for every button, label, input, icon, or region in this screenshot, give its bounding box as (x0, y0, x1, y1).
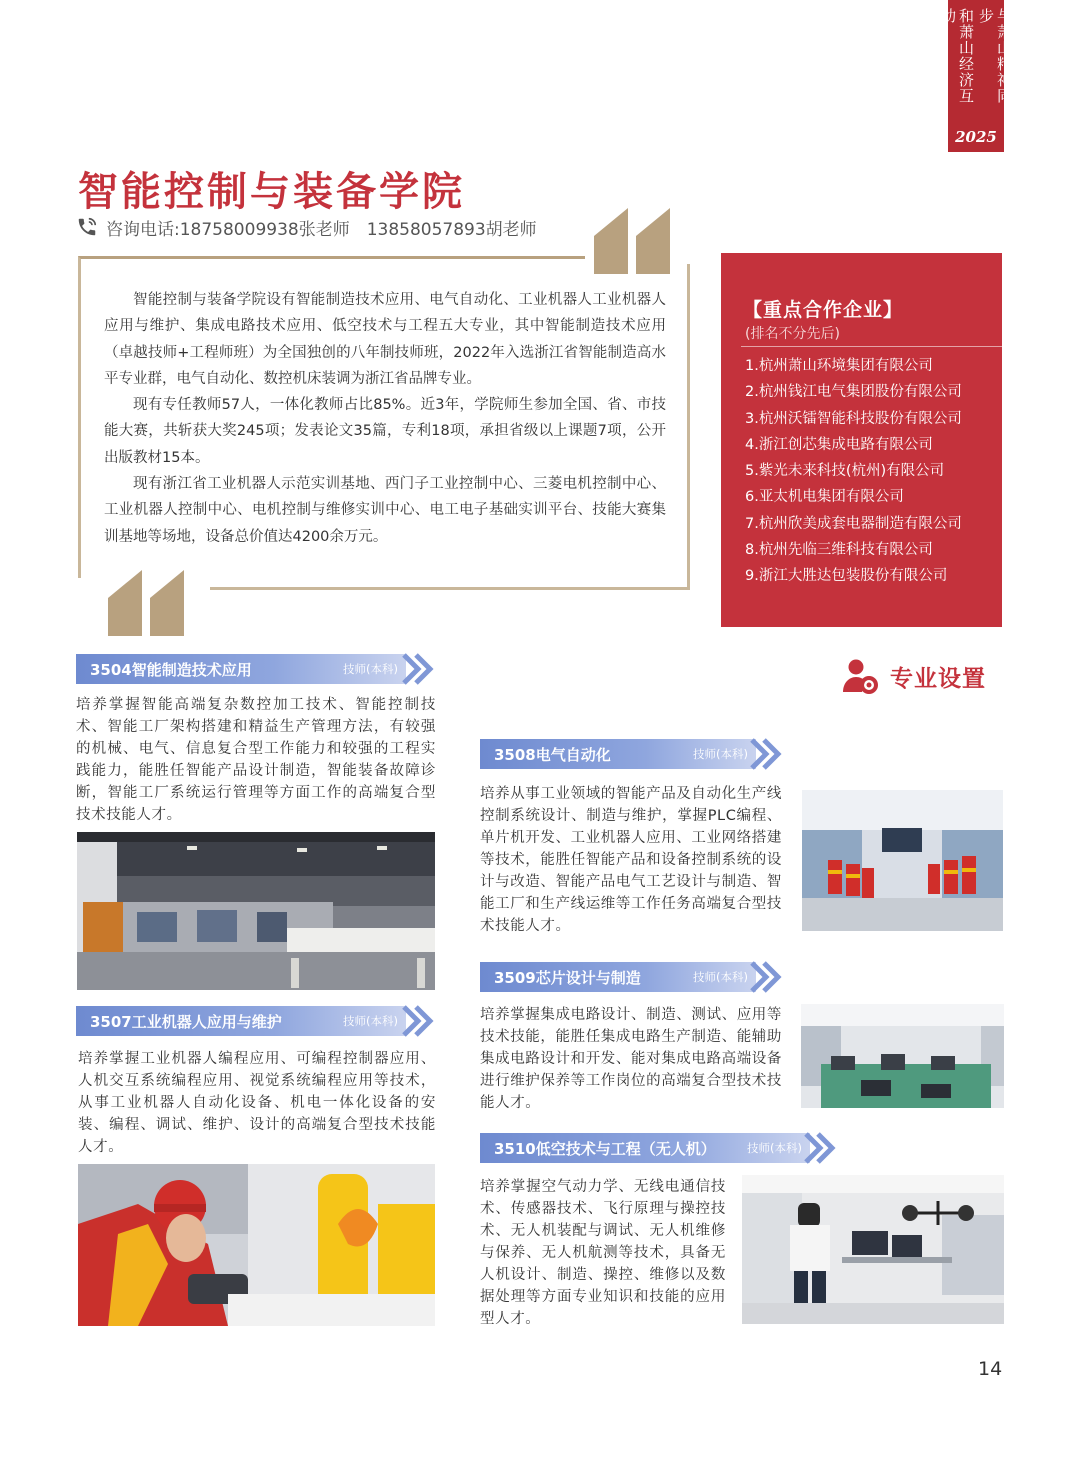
major-bar-3507 (76, 1006, 406, 1036)
major-tag: 技师(本科) (343, 1014, 398, 1028)
workshop-photo (77, 832, 435, 990)
list-item: 1.杭州萧山环境集团有限公司 (745, 358, 933, 374)
chevron-right-icon (748, 737, 784, 771)
intro-paragraph: 智能控制与装备学院设有智能制造技术应用、电气自动化、工业机器人工业机器人应用与维护、集成电路技术应用、低空技术与工程五大专业，其中智能制造技术应用（卓越技师+工程师班）为全国独创的八年制技师班，2022年入选浙江省智能制造高水平专业群，电气自动化、数控机床装调为浙江省品牌专业。 (104, 292, 666, 387)
intro-paragraph: 现有浙江省工业机器人示范实训基地、西门子工业控制中心、三菱电机控制中心、工业机器人控制中心、电机控制与维修实训中心、电工电子基础实训平台、技能大赛集训基地等场地，设备总价值达4200余万元。 (104, 476, 666, 545)
major-tag: 技师(本科) (747, 1141, 802, 1155)
major-name: 3504智能制造技术应用 (90, 660, 252, 679)
quote-mark-icon (594, 208, 672, 274)
contact-phone: 咨询电话:18758009938张老师 13858057893胡老师 (106, 219, 537, 240)
seal-text-2: 和萧山经济互动 (939, 8, 975, 104)
major-bar-3508 (480, 739, 756, 769)
list-item: 9.浙江大胜达包装股份有限公司 (745, 568, 948, 585)
list-item: 3.杭州沃镭智能科技股份有限公司 (745, 410, 962, 427)
major-bar-3504 (76, 654, 406, 684)
page-title: 智能控制与装备学院 (78, 169, 465, 215)
major-bar-3510 (480, 1133, 810, 1163)
partner-box (721, 253, 1002, 627)
chevron-right-icon (400, 652, 436, 686)
contact-row (76, 214, 537, 240)
major-tag: 技师(本科) (343, 662, 398, 676)
seal-year: 2025 (955, 128, 997, 146)
majors-heading-label: 专业设置 (890, 665, 986, 692)
major-bar-3509 (480, 962, 756, 992)
major-name: 3509芯片设计与制造 (494, 968, 641, 987)
major-name: 3510低空技术与工程（无人机） (494, 1139, 716, 1158)
chevron-right-icon (400, 1004, 436, 1038)
intro-text (104, 287, 666, 550)
majors-heading (842, 656, 986, 696)
chip-lab-photo (801, 1004, 1004, 1108)
list-item: 4.浙江创芯集成电路有限公司 (745, 436, 933, 453)
major-desc: 培养掌握工业机器人编程应用、可编程控制器应用、人机交互系统编程应用、视觉系统编程应用等技术，从事工业机器人自动化设备、机电一体化设备的安装、编程、调试、维护、设计的高端复合型技术技能人才。 (78, 1051, 436, 1155)
major-name: 3507工业机器人应用与维护 (90, 1012, 282, 1031)
page-number: 14 (978, 1358, 1003, 1380)
electrical-lab-photo (802, 790, 1003, 931)
chevron-right-icon (748, 960, 784, 994)
list-item: 5.紫光未来科技(杭州)有限公司 (745, 463, 945, 480)
list-item: 2.杭州钱江电气集团股份有限公司 (745, 384, 962, 401)
partner-list (745, 353, 962, 590)
quote-mark-icon (106, 570, 184, 636)
major-desc: 培养从事工业领域的智能产品及自动化生产线控制系统设计、制造与维护，掌握PLC编程、单片机开发、工业机器人应用、工业网络搭建等技术，能胜任智能产品和设备控制系统的设计与改造、智能产品电气工艺设计与制造、智能工厂和生产线运维等工作任务高端复合型技术技能人才。 (480, 786, 782, 934)
list-item: 7.杭州欣美成套电器制造有限公司 (745, 515, 962, 532)
partner-note: (排名不分先后) (745, 326, 840, 342)
seal-logo (939, 0, 1013, 152)
partner-heading: 【重点合作企业】 (743, 299, 904, 321)
major-name: 3508电气自动化 (494, 745, 611, 764)
robot-training-photo (78, 1164, 435, 1326)
divider (741, 346, 1002, 347)
major-desc: 培养掌握空气动力学、无线电通信技术、传感器技术、飞行原理与操控技术、无人机装配与调试、无人机维修与保养、无人机航测等技术，具备无人机设计、制造、操控、维修以及数据处理等方面专业知识和技能的应用型人才。 (480, 1179, 726, 1327)
user-gear-icon (842, 657, 880, 695)
major-tag: 技师(本科) (693, 970, 748, 984)
list-item: 8.杭州先临三维科技有限公司 (745, 542, 933, 559)
chevron-right-icon (802, 1131, 838, 1165)
phone-icon (76, 216, 98, 238)
intro-paragraph: 现有专任教师57人，一体化教师占比85%。近3年，学院师生参加全国、省、市技能大赛，共斩获大奖245项；发表论文35篇，专利18项，承担省级以上课题7项，公开出版教材15本。 (104, 397, 666, 466)
major-desc: 培养掌握集成电路设计、制造、测试、应用等技术技能，能胜任集成电路生产制造、能辅助集成电路设计和开发、能对集成电路高端设备进行维护保养等工作岗位的高端复合型技术技能人才。 (480, 1007, 782, 1111)
seal-text-1: 与萧山精神同步 (977, 8, 1013, 104)
major-tag: 技师(本科) (693, 747, 748, 761)
list-item: 6.亚太机电集团有限公司 (745, 489, 904, 506)
major-desc: 培养掌握智能高端复杂数控加工技术、智能控制技术、智能工厂架构搭建和精益生产管理方法，有较强的机械、电气、信息复合型工作能力和较强的工程实践能力，能胜任智能产品设计制造，智能装备故障诊断，智能工厂系统运行管理等方面工作的高端复合型技术技能人才。 (76, 697, 436, 823)
drone-lab-photo (742, 1175, 1004, 1324)
